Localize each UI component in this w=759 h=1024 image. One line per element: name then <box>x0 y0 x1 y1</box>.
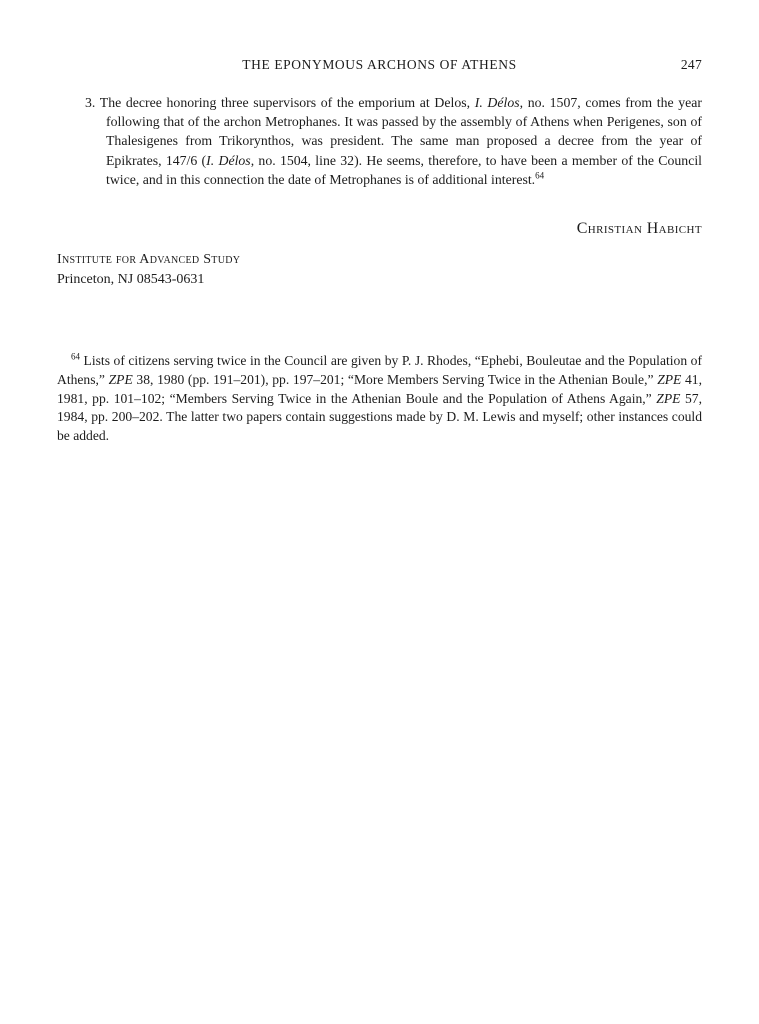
paragraph-number: 3. <box>85 95 96 110</box>
author-name: Christian Habicht <box>576 220 702 238</box>
paragraph-text: The decree honoring three supervisors of the emporium at Delos, I. Délos, no. 1507, comes from the year following that of the archon Metrophanes. It was passed by the assembly of Athens when Perigenes, son of Thalesigenes from Trikorynthos, was president. The same man proposed a decree from the year of Epikrates, 147/6 (I. Délos, no. 1504, line 32). He seems, therefore, to have been a member of the Council twice, and in this connection the date of Metrophanes is of additional interest.$^{64}$ <box>95 95 702 187</box>
page-content <box>0 0 759 446</box>
affiliation-institute: Institute for Advanced Study <box>57 252 241 268</box>
body-paragraph <box>57 93 702 189</box>
footnote-block <box>57 352 702 446</box>
running-head <box>57 56 702 74</box>
page-number: 247 <box>680 57 702 72</box>
footnote-text: $^{64}$ Lists of citizens serving twice in the Council are given by P. J. Rhodes, “Ephebi, Bouleutae and the Population of Athens,” ZPE 38, 1980 (pp. 191–201), pp. 197–201; “More Members Serving Twice in the Athenian Boule,” ZPE 41, 1981, pp. 101–102; “Members Serving Twice in the Athenian Boule and the Population of Athens Again,” ZPE 57, 1984, pp. 200–202. The latter two papers contain suggestions made by D. M. Lewis and myself; other instances could be added. <box>57 351 703 444</box>
affiliation-block <box>57 250 702 289</box>
author-signature <box>57 219 702 239</box>
paper-title: THE EPONYMOUS ARCHONS OF ATHENS <box>242 57 517 72</box>
affiliation-address: Princeton, NJ 08543-0631 <box>57 271 205 287</box>
